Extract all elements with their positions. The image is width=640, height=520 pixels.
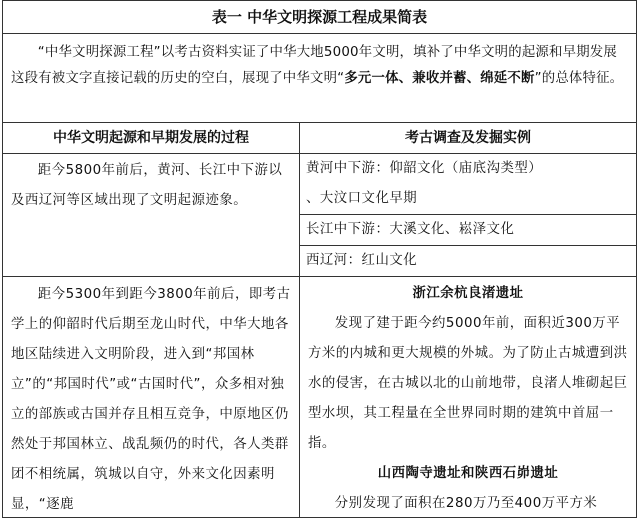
results-table — [2, 0, 637, 518]
row1-example-item: 长江中下游：大溪文化、崧泽文化 — [306, 222, 515, 237]
site-title-liangzhu: 浙江余杭良渚遗址 — [412, 286, 524, 301]
row1-example-item: 黄河中下游：仰韶文化（庙底沟类型） — [306, 161, 543, 176]
intro-text-2: ”的总体特征。 — [534, 71, 624, 86]
column-header-examples: 考古调查及发掘实例 — [405, 130, 531, 146]
table-title: 表一 中华文明探源工程成果简表 — [211, 8, 428, 26]
site-title-taosi-shimao: 山西陶寺遗址和陕西石峁遗址 — [377, 466, 559, 481]
site-text-liangzhu: 发现了建于距今约5000年前，面积近300万平方米的内城和更大规模的外城。为了防止古城遭到洪水的侵害，在古城以北的山前地带，良渚人堆砌起巨型水坝，其工程量在全世界同时期的建筑中首屈一指。 — [308, 316, 628, 451]
intro-text-1: “中华文明探源工程”以考古资料实证了中华大地5000年文明，填补了中华文明的起源和早期发展这段有被文字直接记载的历史的空白，展现了中华文明“ — [11, 45, 617, 86]
row1-example-item: 、大汶口文化早期 — [306, 191, 418, 206]
intro-highlight: 多元一体、兼收并蓄、绵延不断 — [344, 71, 535, 86]
intro-paragraph — [3, 34, 636, 122]
row1-example-item: 西辽河：红山文化 — [306, 253, 418, 268]
column-header-process: 中华文明起源和早期发展的过程 — [53, 130, 249, 146]
row2-process-text: 距今5300年到距今3800年前后，即考古学上的仰韶时代后期至龙山时代，中华大地各地区陆续进入文明阶段，进入到“邦国林立”的“邦国时代”或“古国时代”，众多相对独立的部族或古国并存且相互竞争，中原地区仍然处于邦国林立、战乱频仍的时代，各人类群团不相统属，筑城以自守，外来文化因素明显，“逐鹿 — [11, 287, 291, 512]
site-text-taosi-shimao: 分别发现了面积在280万乃至400万平方米 — [334, 496, 598, 511]
row1-process-text: 距今5800年前后，黄河、长江中下游以及西辽河等区域出现了文明起源迹象。 — [11, 163, 283, 208]
